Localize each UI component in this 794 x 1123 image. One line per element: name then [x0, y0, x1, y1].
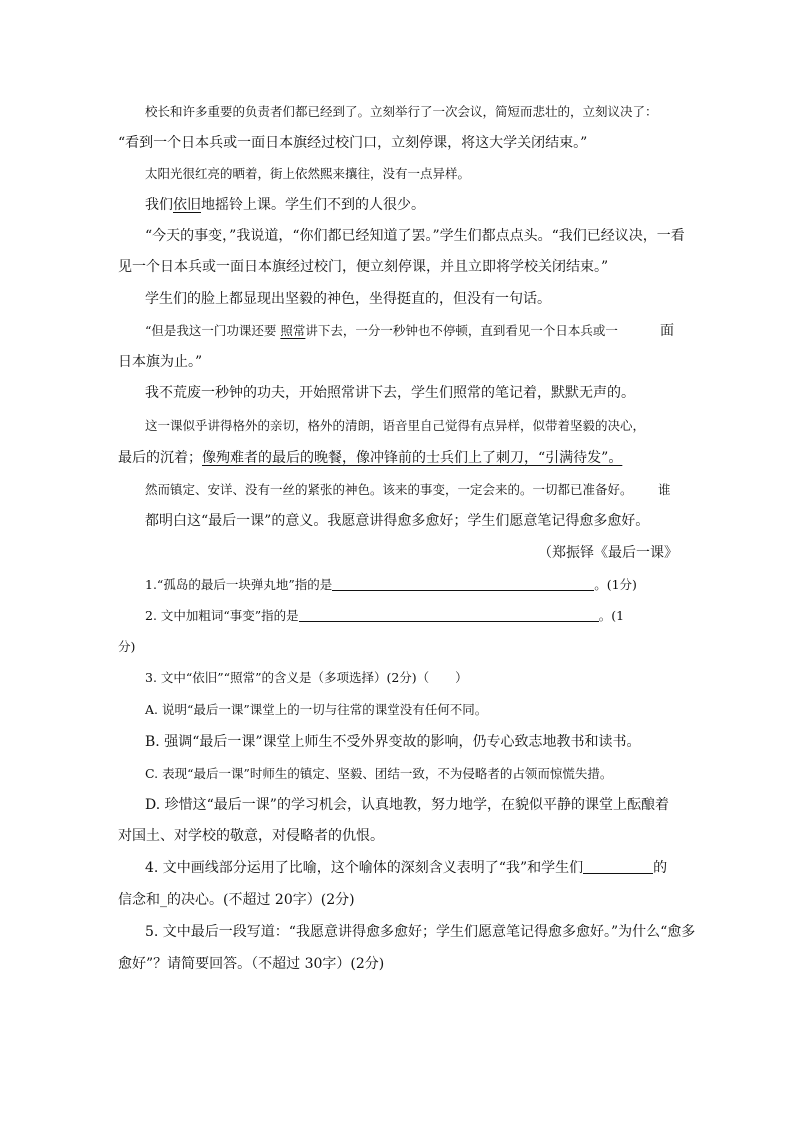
question-text: 的 — [653, 860, 668, 876]
answer-blank-2[interactable] — [299, 607, 599, 622]
answer-blank-4[interactable] — [583, 859, 653, 874]
passage-line-2: “看到一个日本兵或一面日本旗经过校门口，立刻停课，将这大学关闭结束。” — [118, 135, 588, 151]
passage-line-13-end: 谁 — [658, 482, 671, 497]
passage-line-13: 然而镇定、安详、没有一丝的紧张的神色。该来的事变，一定会来的。一切都已准备好。 — [145, 482, 633, 497]
underlined-word-zhaochang: 照常 — [280, 323, 306, 338]
passage-source: （郑振铎《最后一课》 — [538, 545, 678, 561]
option-d: D. 珍惜这“最后一课”的学习机会，认真地教，努力地学，在貌似平静的课堂上酝酿着 — [145, 797, 669, 813]
passage-line-3: 太阳光很红亮的晒着，街上依然熙来攘往，没有一点异样。 — [145, 166, 471, 181]
question-2-cont: 分) — [118, 639, 136, 654]
question-2 — [145, 606, 624, 626]
question-1 — [145, 575, 637, 595]
passage-text: 讲下去，一分一秒钟也不停顿，直到看见一个日本兵或一 — [305, 323, 618, 338]
option-c: C. 表现“最后一课”时师生的镇定、坚毅、团结一致，不为侵略者的占领而惊慌失措。 — [145, 766, 613, 781]
passage-line-9: 日本旗为止。” — [118, 354, 203, 370]
question-4 — [145, 858, 667, 878]
underlined-word-yijiu: 依旧 — [173, 197, 201, 213]
question-4-cont: 信念和_的决心。(不超过 20字）(2分) — [118, 892, 355, 908]
option-d-cont: 对国土、对学校的敬意，对侵略者的仇恨。 — [118, 828, 384, 844]
passage-line-14: 都明白这“最后一课”的意义。我愿意讲得愈多愈好；学生们愿意笔记得愈多愈好。 — [145, 513, 650, 529]
underlined-metaphor: 像殉难者的最后的晚餐，像冲锋前的士兵们上了刺刀，“引满待发”。 — [202, 450, 623, 466]
passage-line-1: 校长和许多重要的负责者们都已经到了。立刻举行了一次会议，简短而悲壮的，立刻议决了： — [145, 104, 658, 119]
question-5: 5. 文中最后一段写道：“我愿意讲得愈多愈好；学生们愿意笔记得愈多愈好。”为什么“愈多 — [145, 924, 696, 940]
question-text: 4. 文中画线部分运用了比喻，这个喻体的深刻含义表明了“我”和学生们 — [145, 860, 584, 876]
passage-line-4 — [145, 195, 425, 215]
passage-line-8 — [145, 321, 618, 341]
passage-text: 最后的沉着； — [118, 450, 202, 466]
question-text: ） — [455, 670, 468, 685]
passage-text: 地摇铃上课。学生们不到的人很少。 — [201, 197, 425, 213]
answer-blank-1[interactable] — [332, 576, 594, 591]
option-a: A. 说明“最后一课”课堂上的一切与往常的课堂没有任何不同。 — [145, 702, 488, 717]
passage-line-8-end: 面 — [660, 323, 674, 339]
passage-line-12 — [118, 448, 622, 468]
passage-line-6: 见一个日本兵或一面日本旗经过校门，便立刻停课，并且立即将学校关闭结束。” — [118, 259, 609, 275]
question-text: 。(1分) — [594, 577, 637, 592]
passage-line-10: 我不荒废一秒钟的功夫，开始照常讲下去，学生们照常的笔记着，默默无声的。 — [145, 385, 635, 401]
passage-text: 我们 — [145, 197, 173, 213]
question-3 — [145, 668, 468, 688]
option-b: B. 强调“最后一课”课堂上师生不受外界变故的影响，仍专心致志地教书和读书。 — [145, 734, 641, 750]
question-text: 3. 文中“依旧”“照常”的含义是（多项选择）(2分)（ — [145, 670, 430, 685]
question-text: 2. 文中加粗词“事变”指的是 — [145, 608, 299, 623]
question-text: 。(1 — [598, 608, 625, 623]
passage-line-7: 学生们的脸上都显现出坚毅的神色，坐得挺直的，但没有一句话。 — [145, 291, 551, 307]
question-5-cont: 愈好”？请简要回答。（不超过 30字）(2分) — [118, 956, 385, 972]
question-text: 1.“孤岛的最后一块弹丸地”指的是 — [145, 577, 333, 592]
passage-line-11: 这一课似乎讲得格外的亲切，格外的清朗，语音里自己觉得有点异样，似带着坚毅的决心， — [145, 418, 646, 433]
passage-line-5: “今天的事变，”我说道，“你们都已经知道了罢。”学生们都点点头。“我们已经议决，一看 — [145, 228, 685, 244]
passage-text: “但是我这一门功课还要 — [145, 323, 281, 338]
